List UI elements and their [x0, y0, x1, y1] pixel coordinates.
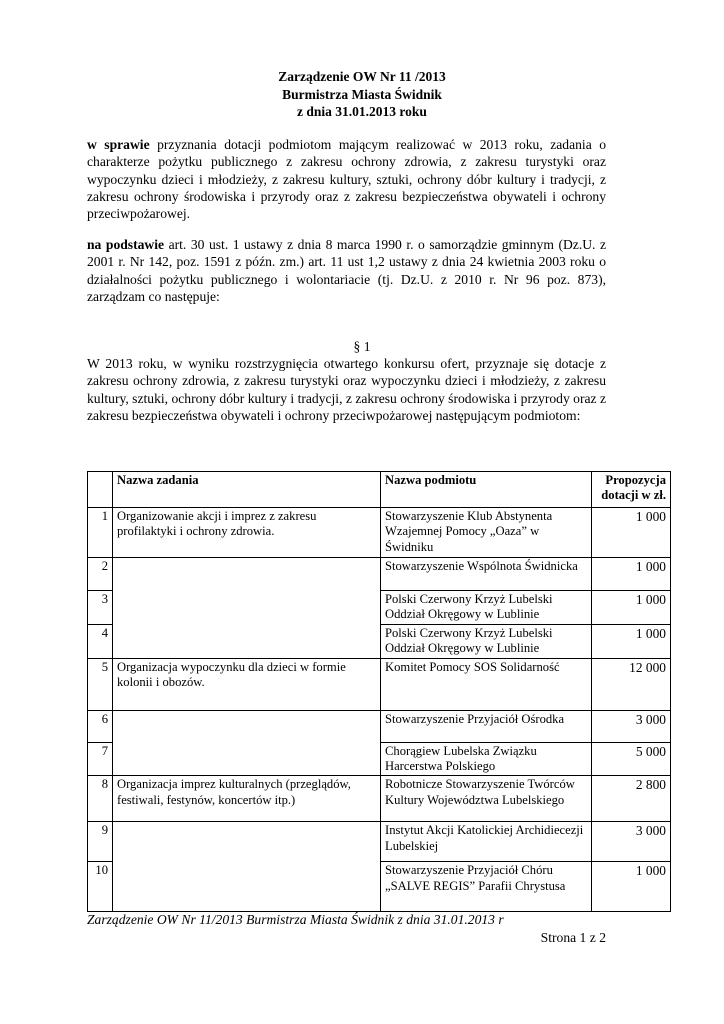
row-amount: 3 000	[592, 710, 671, 742]
header-amount: Propozycja dotacji w zł.	[592, 472, 671, 508]
table-row	[88, 710, 671, 742]
row-number: 6	[88, 710, 113, 742]
row-task	[113, 558, 381, 591]
row-number: 1	[88, 508, 113, 558]
table-row	[88, 591, 671, 625]
row-amount: 1 000	[592, 558, 671, 591]
grants-table	[87, 471, 671, 912]
basis-paragraph	[87, 236, 606, 305]
section-mark: § 1	[353, 339, 371, 354]
footer-reference: Zarządzenie OW Nr 11/2013 Burmistrza Miasta Świdnik z dnia 31.01.2013 r	[87, 912, 504, 927]
row-number: 2	[88, 558, 113, 591]
row-amount: 1 000	[592, 862, 671, 912]
row-number: 7	[88, 742, 113, 776]
table-header-row	[88, 472, 671, 508]
row-number: 4	[88, 624, 113, 658]
row-task	[113, 710, 381, 742]
row-task: Organizacja imprez kulturalnych (przeglądów, festiwali, festynów, koncertów itp.)	[113, 776, 381, 822]
row-number: 5	[88, 658, 113, 710]
order-date: z dnia 31.01.2013 roku	[297, 104, 427, 119]
table-row	[88, 742, 671, 776]
basis-lead: na podstawie	[87, 237, 165, 252]
row-number: 3	[88, 591, 113, 625]
basis-text: art. 30 ust. 1 ustawy z dnia 8 marca 1990 r. o samorządzie gminnym (Dz.U. z 2001 r. Nr 142, poz. 1591 z późn. zm.) art. 11 ust 1,2 ustawy z dnia 24 kwietnia 2003 roku o działalności pożytku publicznego i wolontariacie (tj. Dz.U. z 2010 r. Nr 96 poz. 873), zarządzam co następuje:	[87, 237, 606, 304]
row-number: 9	[88, 822, 113, 862]
order-issuer: Burmistrza Miasta Świdnik	[282, 87, 442, 102]
order-title: Zarządzenie OW Nr 11 /2013	[278, 69, 446, 84]
table-row	[88, 862, 671, 912]
row-number: 10	[88, 862, 113, 912]
row-amount: 12 000	[592, 658, 671, 710]
subject-text: przyznania dotacji podmiotom mającym realizować w 2013 roku, zadania o charakterze pożytku publicznego z zakresu ochrony zdrowia, z zakresu turystyki oraz wypoczynku dzieci i młodzieży, z zakresu kultury, sztuki, ochrony dóbr kultury i tradycji, z zakresu ochrony środowiska i przyrody oraz z zakresu bezpieczeństwa obywateli i ochrony przeciwpożarowej.	[87, 137, 606, 222]
row-task: Organizowanie akcji i imprez z zakresu profilaktyki i ochrony zdrowia.	[113, 508, 381, 558]
row-number: 8	[88, 776, 113, 822]
table-row	[88, 776, 671, 822]
row-task	[113, 862, 381, 912]
subject-paragraph	[87, 136, 606, 222]
section-paragraph: W 2013 roku, w wyniku rozstrzygnięcia otwartego konkursu ofert, przyznaje się dotacje z zakresu ochrony zdrowia, z zakresu turystyki oraz wypoczynku dzieci i młodzieży, z zakresu kultury, sztuki, ochrony dóbr kultury i tradycji, z zakresu ochrony środowiska i przyrody oraz z zakresu bezpieczeństwa obywateli i ochrony przeciwpożarowej następującym podmiotom:	[87, 356, 606, 423]
row-entity: Robotnicze Stowarzyszenie Twórców Kultury Województwa Lubelskiego	[381, 776, 592, 822]
subject-lead: w sprawie	[87, 137, 150, 152]
row-entity: Instytut Akcji Katolickiej Archidiecezji Lubelskiej	[381, 822, 592, 862]
row-entity: Stowarzyszenie Klub Abstynenta Wzajemnej Pomocy „Oaza” w Świdniku	[381, 508, 592, 558]
row-entity: Chorągiew Lubelska Związku Harcerstwa Polskiego	[381, 742, 592, 776]
table-row	[88, 658, 671, 710]
table-row	[88, 822, 671, 862]
row-amount: 1 000	[592, 591, 671, 625]
row-amount: 1 000	[592, 508, 671, 558]
row-task	[113, 591, 381, 625]
table-row	[88, 508, 671, 558]
row-entity: Stowarzyszenie Wspólnota Świdnicka	[381, 558, 592, 591]
row-amount: 1 000	[592, 624, 671, 658]
header-lp	[88, 472, 113, 508]
page-number: Strona 1 z 2	[540, 930, 606, 945]
table-row	[88, 624, 671, 658]
row-task	[113, 822, 381, 862]
row-task: Organizacja wypoczynku dla dzieci w formie kolonii i obozów.	[113, 658, 381, 710]
row-entity: Stowarzyszenie Przyjaciół Chóru „SALVE REGIS” Parafii Chrystusa	[381, 862, 592, 912]
table-row	[88, 558, 671, 591]
row-task	[113, 624, 381, 658]
row-amount: 5 000	[592, 742, 671, 776]
row-amount: 2 800	[592, 776, 671, 822]
row-amount: 3 000	[592, 822, 671, 862]
row-task	[113, 742, 381, 776]
row-entity: Komitet Pomocy SOS Solidarność	[381, 658, 592, 710]
row-entity: Polski Czerwony Krzyż Lubelski Oddział Okręgowy w Lublinie	[381, 624, 592, 658]
row-entity: Stowarzyszenie Przyjaciół Ośrodka	[381, 710, 592, 742]
row-entity: Polski Czerwony Krzyż Lubelski Oddział Okręgowy w Lublinie	[381, 591, 592, 625]
header-entity: Nazwa podmiotu	[381, 472, 592, 508]
header-task: Nazwa zadania	[113, 472, 381, 508]
